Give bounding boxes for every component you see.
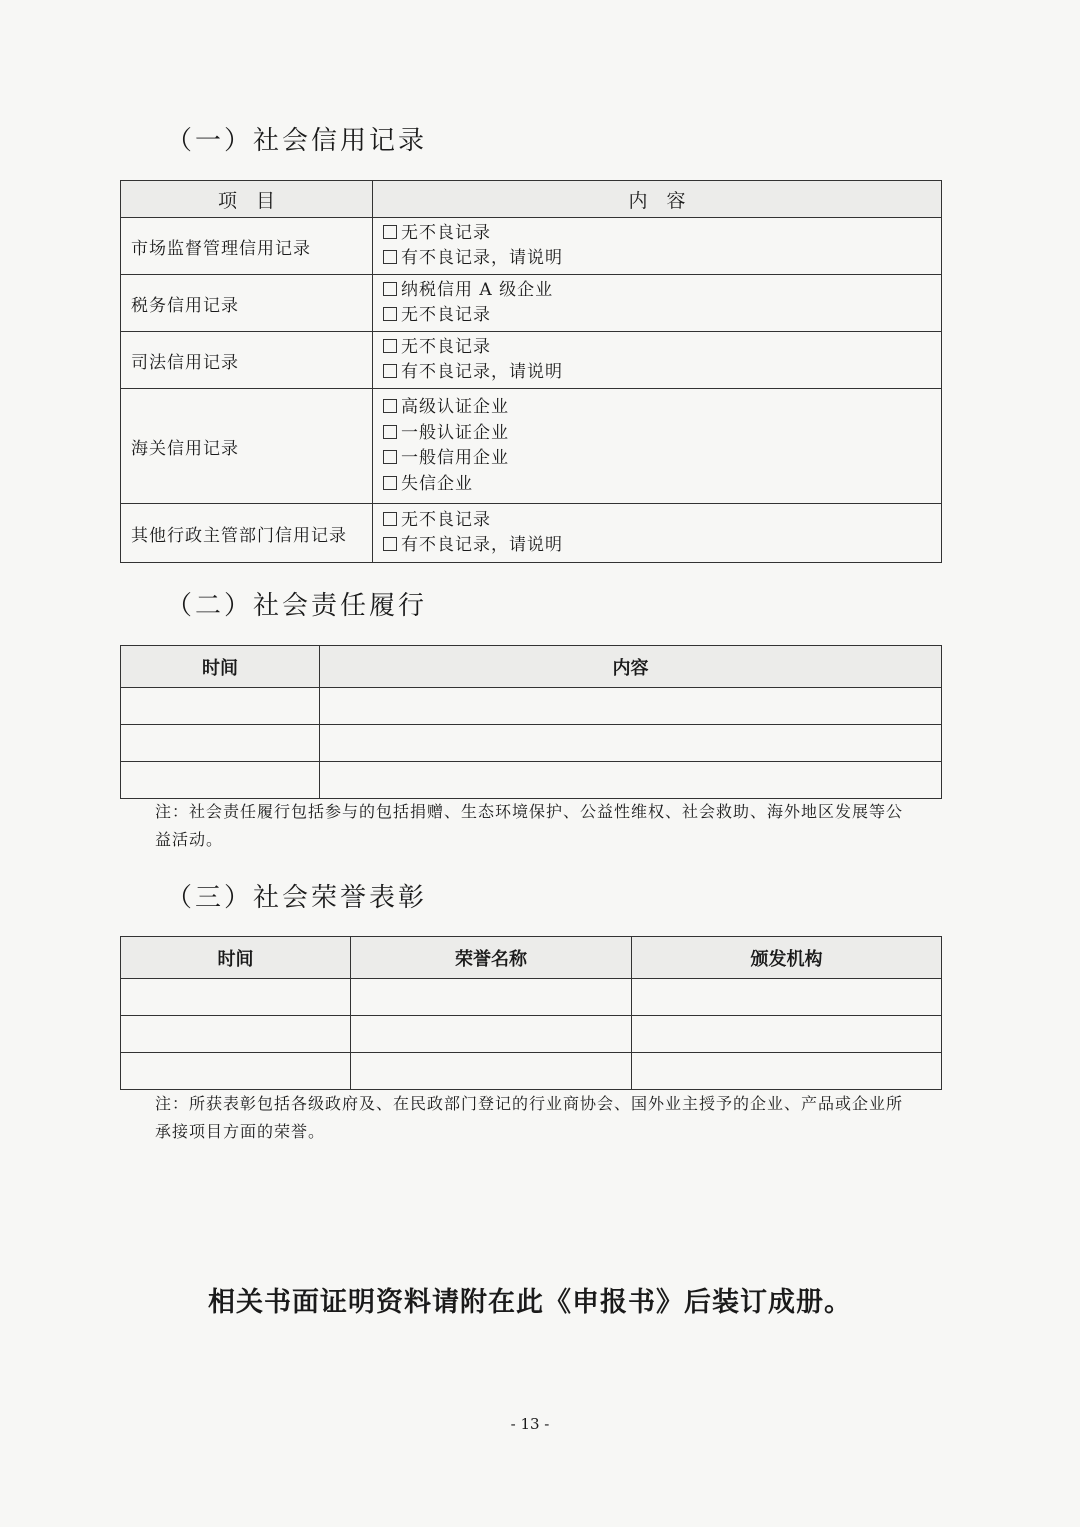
table-row	[121, 218, 942, 275]
table-row	[121, 1016, 942, 1053]
option[interactable]: 纳税信用 A 级企业	[383, 278, 941, 304]
option[interactable]: 失信企业	[383, 472, 941, 498]
options-cell	[373, 389, 942, 504]
page-number: - 13 -	[510, 1415, 550, 1433]
options-cell	[373, 275, 942, 332]
header-content: 内 容	[373, 181, 942, 218]
social-responsibility-table	[120, 645, 942, 799]
table-row	[121, 1053, 942, 1090]
table-row	[121, 725, 942, 762]
table-row	[121, 762, 942, 799]
table-row	[121, 332, 942, 389]
time-cell[interactable]	[121, 725, 320, 762]
option[interactable]: 无不良记录	[383, 221, 941, 247]
options-cell	[373, 504, 942, 563]
options-cell	[373, 218, 942, 275]
row-label: 其他行政主管部门信用记录	[121, 504, 373, 563]
option[interactable]: 无不良记录	[383, 508, 941, 534]
option[interactable]: 有不良记录，请说明	[383, 360, 941, 386]
option[interactable]: 有不良记录，请说明	[383, 533, 941, 559]
header-item: 项 目	[121, 181, 373, 218]
time-cell[interactable]	[121, 1016, 351, 1053]
row-label: 海关信用记录	[121, 389, 373, 504]
section1-heading: （一）社会信用记录	[166, 126, 428, 156]
row-label: 市场监督管理信用记录	[121, 218, 373, 275]
section2-heading: （二）社会责任履行	[166, 591, 428, 621]
section2-note: 注：社会责任履行包括参与的包括捐赠、生态环境保护、公益性维权、社会救助、海外地区发展等公益活动。	[155, 802, 904, 849]
option[interactable]: 高级认证企业	[383, 395, 941, 421]
header-issuer: 颁发机构	[632, 937, 942, 979]
row-label: 税务信用记录	[121, 275, 373, 332]
issuer-cell[interactable]	[632, 1053, 942, 1090]
checkbox-icon[interactable]	[383, 250, 397, 264]
checkbox-icon[interactable]	[383, 537, 397, 551]
honor-name-cell[interactable]	[351, 979, 632, 1016]
checkbox-icon[interactable]	[383, 450, 397, 464]
option[interactable]: 无不良记录	[383, 335, 941, 361]
checkbox-icon[interactable]	[383, 399, 397, 413]
checkbox-icon[interactable]	[383, 339, 397, 353]
honors-table	[120, 936, 942, 1090]
checkbox-icon[interactable]	[383, 282, 397, 296]
option[interactable]: 一般信用企业	[383, 446, 941, 472]
table-row	[121, 275, 942, 332]
time-cell[interactable]	[121, 1053, 351, 1090]
content-cell[interactable]	[320, 725, 942, 762]
checkbox-icon[interactable]	[383, 512, 397, 526]
options-cell	[373, 332, 942, 389]
table-row	[121, 979, 942, 1016]
section3-note: 注：所获表彰包括各级政府及、在民政部门登记的行业商协会、国外业主授予的企业、产品或企业所承接项目方面的荣誉。	[155, 1094, 904, 1141]
table-row	[121, 504, 942, 563]
content-cell[interactable]	[320, 688, 942, 725]
header-honor-name: 荣誉名称	[351, 937, 632, 979]
table-row	[121, 688, 942, 725]
header-time: 时间	[121, 646, 320, 688]
option[interactable]: 无不良记录	[383, 303, 941, 329]
header-content: 内容	[320, 646, 942, 688]
issuer-cell[interactable]	[632, 1016, 942, 1053]
binding-statement: 相关书面证明资料请附在此《申报书》后装订成册。	[208, 1287, 852, 1318]
credit-record-table	[120, 180, 942, 563]
checkbox-icon[interactable]	[383, 364, 397, 378]
row-label: 司法信用记录	[121, 332, 373, 389]
checkbox-icon[interactable]	[383, 476, 397, 490]
section3-heading: （三）社会荣誉表彰	[166, 883, 428, 913]
time-cell[interactable]	[121, 979, 351, 1016]
honor-name-cell[interactable]	[351, 1053, 632, 1090]
option[interactable]: 一般认证企业	[383, 421, 941, 447]
option[interactable]: 有不良记录，请说明	[383, 246, 941, 272]
time-cell[interactable]	[121, 762, 320, 799]
honor-name-cell[interactable]	[351, 1016, 632, 1053]
content-cell[interactable]	[320, 762, 942, 799]
header-time: 时间	[121, 937, 351, 979]
checkbox-icon[interactable]	[383, 307, 397, 321]
checkbox-icon[interactable]	[383, 425, 397, 439]
table-row	[121, 389, 942, 504]
issuer-cell[interactable]	[632, 979, 942, 1016]
checkbox-icon[interactable]	[383, 225, 397, 239]
time-cell[interactable]	[121, 688, 320, 725]
